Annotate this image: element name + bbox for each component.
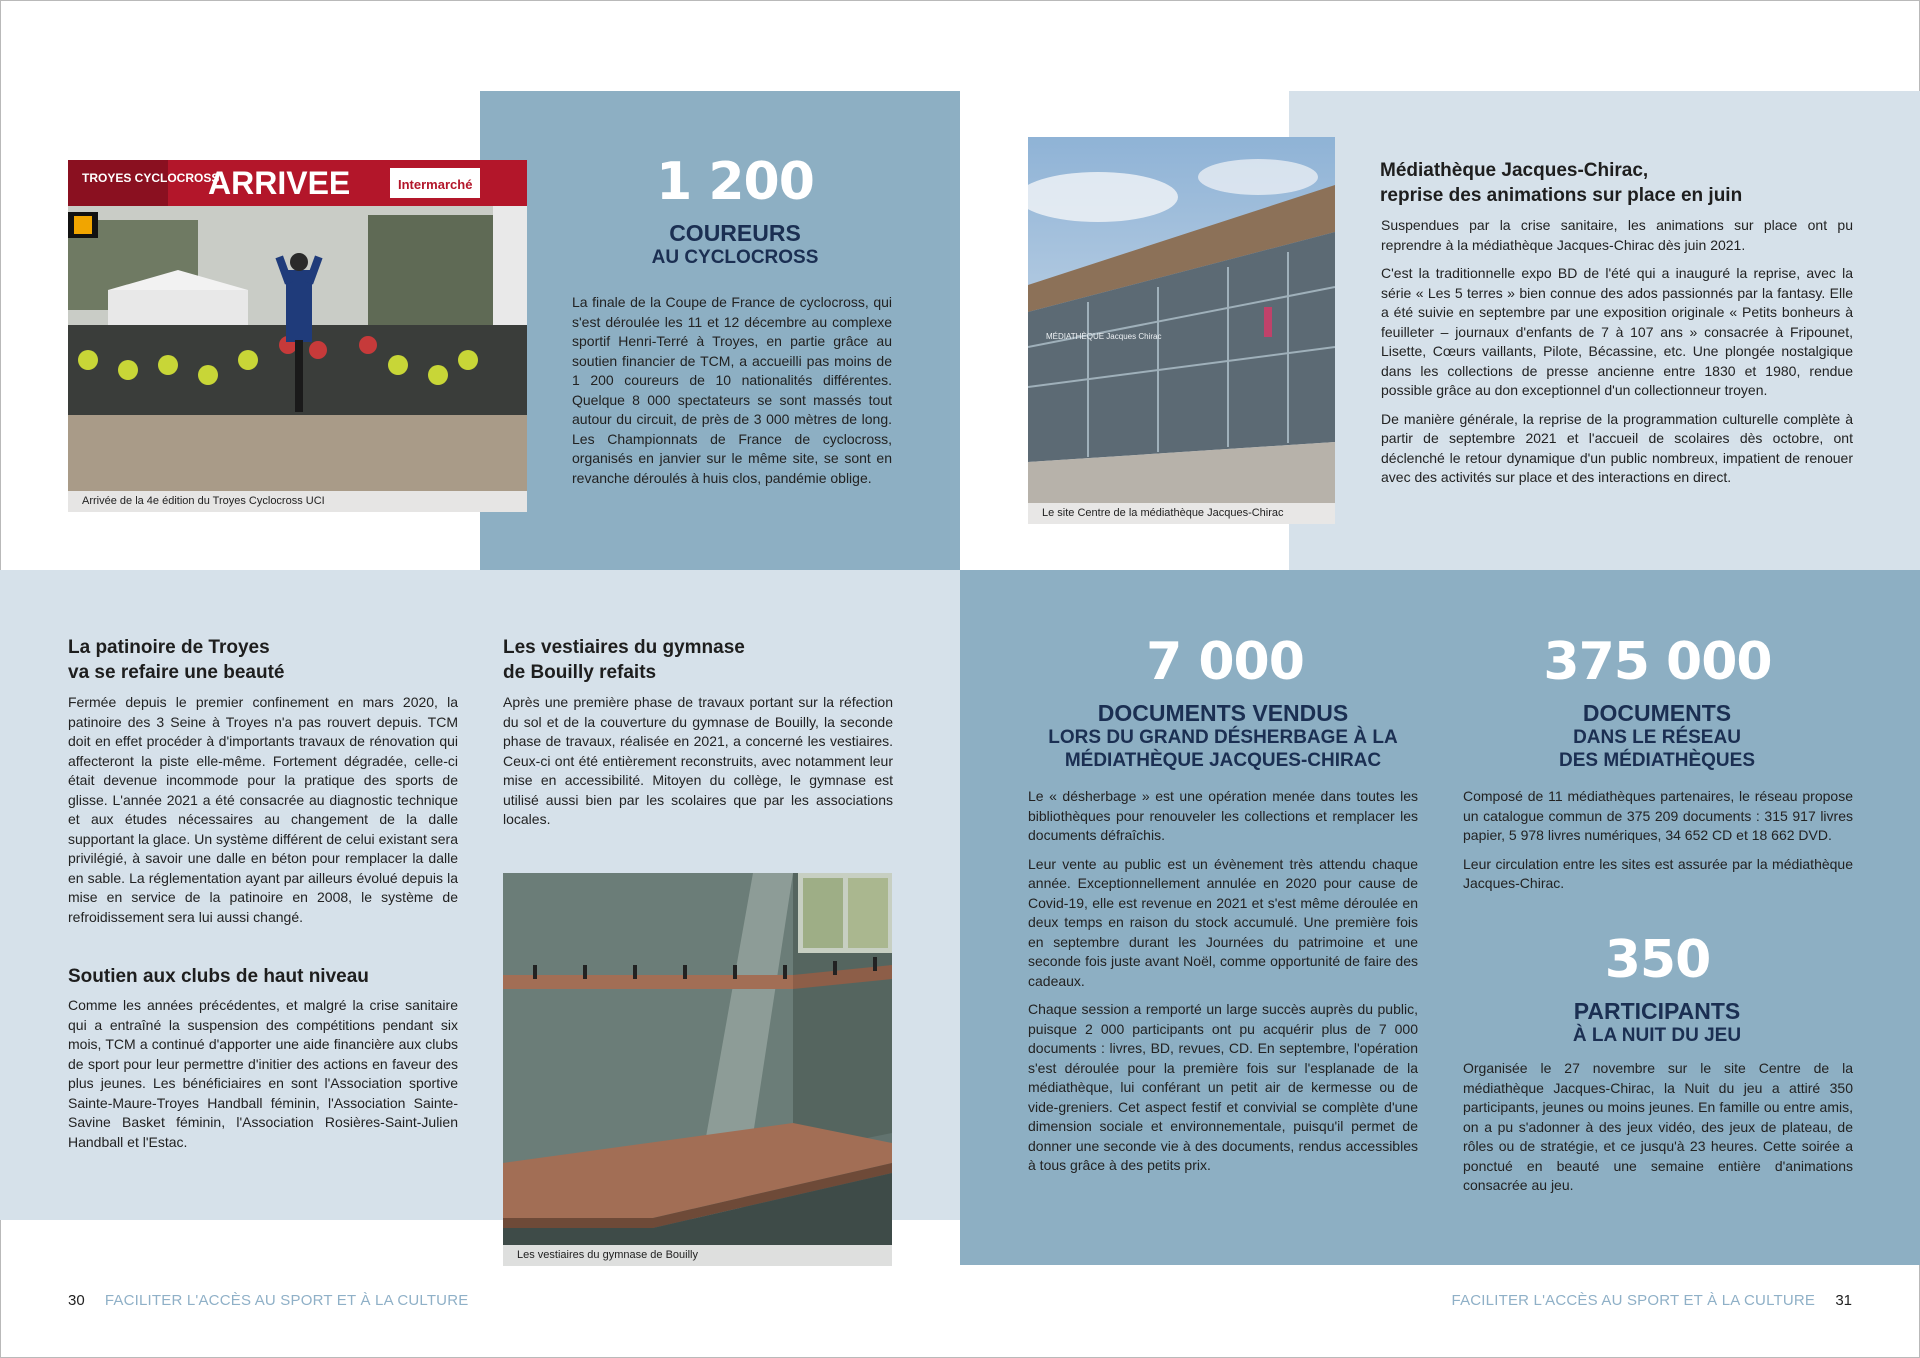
patinoire-title [68, 635, 458, 685]
cyclocross-stat-line2: AU CYCLOCROSS [651, 247, 819, 268]
mediatheque-body [1381, 216, 1853, 497]
desherbage-body [1028, 787, 1418, 1185]
mediatheque-title-line2: reprise des animations sur place en juin [1380, 185, 1743, 206]
left-footer [68, 1292, 468, 1310]
nuit-stat-label [1462, 998, 1852, 1047]
patinoire-title-line1: La patinoire de Troyes [68, 637, 270, 658]
mediatheque-title [1380, 158, 1860, 208]
cyclocross-stat-number: 1 200 [656, 152, 814, 212]
mediatheque-photo [1028, 137, 1335, 524]
building-sign-text: MÉDIATHÈQUE Jacques Chirac [1046, 332, 1162, 341]
desherbage-paragraph-3: Chaque session a remporté un large succès auprès du public, puisque 2 000 participants ont pu acquérir plus de 7 000 documents : livres, BD, revues, CD. En septembre, l'opération s'est déroulée pour la première fois sur l'esplanade de la médiathèque, lui conférant un petit air de kermesse ou de vide-greniers. Cet aspect festif et convivial se complète d'une dimension sociale et environnementale, puisqu'il permet de donner une seconde vie à des documents, rendus accessibles à tous grâce à des petits prix. [1028, 1001, 1418, 1173]
patinoire-body [68, 693, 458, 936]
reseau-body [1463, 787, 1853, 903]
left-page-number: 30 [68, 1292, 85, 1309]
reseau-stat-number: 375 000 [1543, 632, 1772, 692]
cyclocross-stat-label [590, 220, 880, 269]
reseau-paragraph-2: Leur circulation entre les sites est assurée par la médiathèque Jacques-Chirac. [1463, 855, 1853, 891]
cyclocross-photo-caption: Arrivée de la 4e édition du Troyes Cyclocross UCI [68, 491, 527, 512]
nuit-stat-number: 350 [1604, 930, 1711, 990]
vestiaires-body [503, 693, 893, 839]
nuit-stat-line1: PARTICIPANTS [1573, 998, 1741, 1024]
desherbage-stat-line2: LORS DU GRAND DÉSHERBAGE À LA [1048, 727, 1398, 748]
mediatheque-paragraph-2: C'est la traditionnelle expo BD de l'été qui a inauguré la reprise, avec la série « Les 5 terres » bien connue des ados passionnés par la fantasy. Elle a été suivie en septembre par une exposition originale « Petits bonheurs à feuilleter – journaux d'enfants de 7 à 107 ans » consacrée à Fripounet, Lisette, Cœurs vaillants, Pilote, Bécassine, etc. Une plongée nostalgique dans les collections de presse ancienne entre 1830 et 1980, rendue possible grâce au don exceptionnel d'un collectionneur troyen. [1381, 265, 1853, 398]
cyclocross-illustration [68, 160, 527, 512]
nuit-paragraph: Organisée le 27 novembre sur le site Centre de la médiathèque Jacques-Chirac, la Nuit du jeu a attiré 350 participants, jeunes ou moins jeunes. En famille ou entre amis, on a pu s'adonner à des jeux vidéo, des jeux de plateau, de rôles ou de stratégie, et ce jusqu'à 23 heures. Cette soirée a ponctué en beauté une semaine entière d'animations consacrée au jeu. [1463, 1060, 1853, 1193]
banner-arrivee-text: ARRIVEE [208, 165, 351, 201]
mediatheque-paragraph-1: Suspendues par la crise sanitaire, les animations sur place ont pu reprendre à la médiathèque Jacques-Chirac dès juin 2021. [1381, 217, 1853, 253]
vestiaires-paragraph: Après une première phase de travaux portant sur la réfection du sol et de la couverture du gymnase de Bouilly, la seconde phase de travaux, réalisée en 2021, a concerné les vestiaires. Ceux-ci ont été entièrement reconstruits, avec notamment leur mise en accessibilité. Mitoyen du collège, le gymnase est utilisé aussi bien par les scolaires que par les associations locales. [503, 694, 893, 827]
mediatheque-paragraph-3: De manière générale, la reprise de la programmation culturelle complète à partir de septembre 2021 et l'accueil de scolaires dès octobre, ont déclenché le retour dynamique d'un public nombreux, impatient de renouer avec des activités sur place et des interactions en direct. [1381, 410, 1853, 485]
reseau-stat-line2: DANS LE RÉSEAU [1573, 727, 1741, 748]
desherbage-stat-number: 7 000 [1146, 632, 1304, 692]
cyclocross-paragraph: La finale de la Coupe de France de cyclocross, qui s'est déroulée les 11 et 12 décembre au complexe sportif Henri-Terré à Troyes, en partie grâce au soutien financier de TCM, a accueilli pas moins de 1 200 coureurs de 10 nationalités différentes. Quelque 8 000 spectateurs se sont massés tout autour du circuit, de près de 3 000 mètres de long. Les Championnats de France de cyclocross, organisés en janvier sur le même site, se sont en revanche déroulés à huis clos, pandémie oblige. [572, 294, 892, 486]
clubs-body [68, 996, 458, 1161]
cyclocross-body [572, 293, 892, 497]
vestiaires-title-line2: de Bouilly refaits [503, 662, 657, 683]
right-footer [1452, 1292, 1852, 1310]
reseau-stat-line3: DES MÉDIATHÈQUES [1558, 750, 1755, 771]
vestiaires-title-line1: Les vestiaires du gymnase [503, 637, 745, 658]
vestiaires-photo-caption: Les vestiaires du gymnase de Bouilly [503, 1245, 892, 1266]
mediatheque-title-line1: Médiathèque Jacques-Chirac, [1380, 160, 1649, 181]
desherbage-stat-label [1028, 700, 1418, 772]
cyclocross-stat-line1: COUREURS [669, 220, 801, 246]
vestiaires-illustration [503, 873, 892, 1266]
patinoire-paragraph: Fermée depuis le premier confinement en mars 2020, la patinoire des 3 Seine à Troyes n'a pas rouvert depuis. TCM doit en effet procéder à d'importants travaux de rénovation qui affecteront la piste elle-même. Fortement dégradée, celle-ci était devenue incommode pour la pratique des sports de glisse. L'année 2021 a été consacrée au diagnostic technique et aux études nécessaires au changement de la dalle supportant la glace. Un système différent de celui existant sera privilégié, à savoir une dalle en béton pour remplacer la dalle en sable. La réglementation ayant par ailleurs évolué depuis la mise en service de la patinoire en 2008, le système de refroidissement sera lui aussi changé. [68, 694, 458, 925]
right-section-title: FACILITER L'ACCÈS AU SPORT ET À LA CULTURE [1451, 1292, 1816, 1309]
reseau-stat-label [1462, 700, 1852, 772]
nuit-body [1463, 1059, 1853, 1205]
desherbage-paragraph-2: Leur vente au public est un évènement très attendu chaque année. Exceptionnellement annulée en 2020 pour cause de Covid-19, elle est revenue en 2021 et s'est même déroulée en deux temps en raison du stock accumulé. Une première fois en septembre durant les Journées du patrimoine et une seconde fois juste avant Noël, comme opportunité de faire des cadeaux. [1028, 855, 1418, 989]
right-page-number: 31 [1835, 1292, 1852, 1309]
patinoire-title-line2: va se refaire une beauté [68, 662, 285, 683]
vestiaires-photo [503, 873, 892, 1266]
banner-brand-text: TROYES CYCLOCROSS [82, 171, 220, 185]
nuit-stat-line2: À LA NUIT DU JEU [1572, 1025, 1742, 1046]
mediatheque-illustration [1028, 137, 1335, 524]
mediatheque-photo-caption: Le site Centre de la médiathèque Jacques-Chirac [1028, 503, 1335, 524]
left-section-title: FACILITER L'ACCÈS AU SPORT ET À LA CULTURE [104, 1292, 469, 1309]
desherbage-stat-line1: DOCUMENTS VENDUS [1097, 700, 1349, 726]
banner-sponsor-text: Intermarché [398, 177, 473, 192]
reseau-stat-line1: DOCUMENTS [1582, 700, 1732, 726]
clubs-paragraph: Comme les années précédentes, et malgré la crise sanitaire qui a entraîné la suspension des compétitions pendant six mois, TCM a continué d'apporter une aide financière aux clubs de sport pour leur permettre d'initier des actions en faveur des plus jeunes. Les bénéficiaires en sont l'Association sportive Sainte-Maure-Troyes Handball féminin, l'Association Sainte-Savine Basket féminin, l'Association Rosières-Saint-Julien Handball et l'Estac. [68, 997, 458, 1150]
vestiaires-title [503, 635, 893, 685]
clubs-title: Soutien aux clubs de haut niveau [68, 966, 369, 987]
desherbage-stat-line3: MÉDIATHÈQUE JACQUES-CHIRAC [1064, 750, 1382, 771]
cyclocross-photo [68, 160, 527, 512]
reseau-paragraph-1: Composé de 11 médiathèques partenaires, le réseau propose un catalogue commun de 375 209 documents : 315 917 livres papier, 5 978 livres numériques, 34 652 CD et 18 662 DVD. [1463, 788, 1853, 843]
desherbage-paragraph-1: Le « désherbage » est une opération menée dans toutes les bibliothèques pour renouveler les collections et remplacer les documents défraîchis. [1028, 788, 1418, 843]
